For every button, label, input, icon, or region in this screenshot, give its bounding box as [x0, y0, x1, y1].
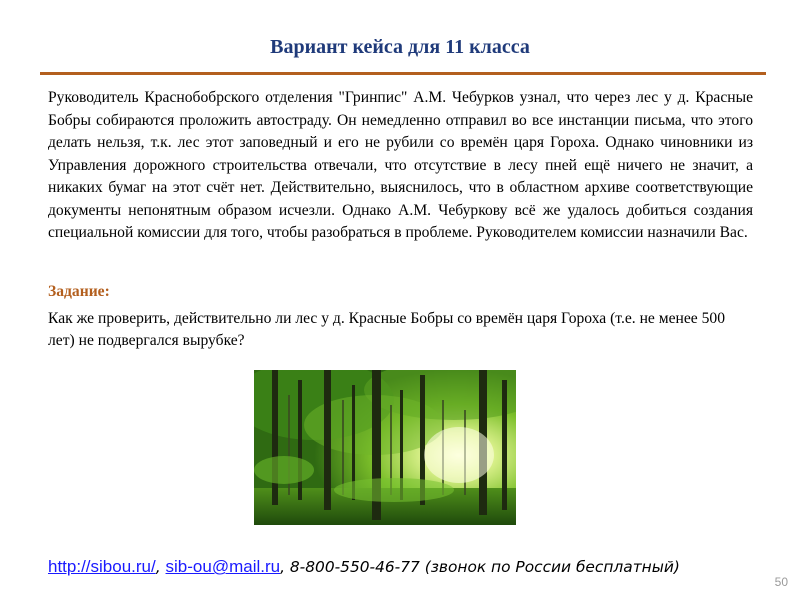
forest-photo [254, 370, 516, 525]
forest-image [254, 370, 516, 525]
website-link[interactable]: http://sibou.ru/ [48, 557, 156, 576]
footer-separator: , [155, 558, 166, 576]
slide-title: Вариант кейса для 11 класса [270, 36, 530, 58]
contact-footer [48, 557, 768, 577]
task-question: Как же проверить, действительно ли лес у д. Красные Бобры со времён царя Гороха (т.е. не менее 500 лет) не подвергался вырубке? [48, 310, 725, 349]
case-description: Руководитель Краснобобрского отделения "Гринпис" А.М. Чебурков узнал, что через лес у д. Красные Бобры собираются проложить автостраду. Он немедленно отправил во все инстанции письма, что этого делать нельзя, т.к. лес этот заповедный и его не рубили со времён царя Гороха. Однако чиновники из Управления дорожного строительства отвечали, что отсутствие в лесу пней ещё ничего не значит, а никаких бумаг на этот счёт нет. Действительно, выяснилось, что в областном архиве соответствующие документы непонятным образом исчезли. Однако А.М. Чебуркову всё же удалось добиться создания специальной комиссии для того, чтобы разобраться в проблеме. Руководителем комиссии назначили Вас. [48, 89, 753, 241]
title-divider [40, 72, 766, 75]
phone-info: , 8-800-550-46-77 (звонок по России бесплатный) [280, 558, 680, 576]
page-number: 50 [774, 575, 788, 589]
task-label: Задание: [48, 283, 110, 300]
email-link[interactable]: sib-ou@mail.ru [165, 557, 281, 576]
